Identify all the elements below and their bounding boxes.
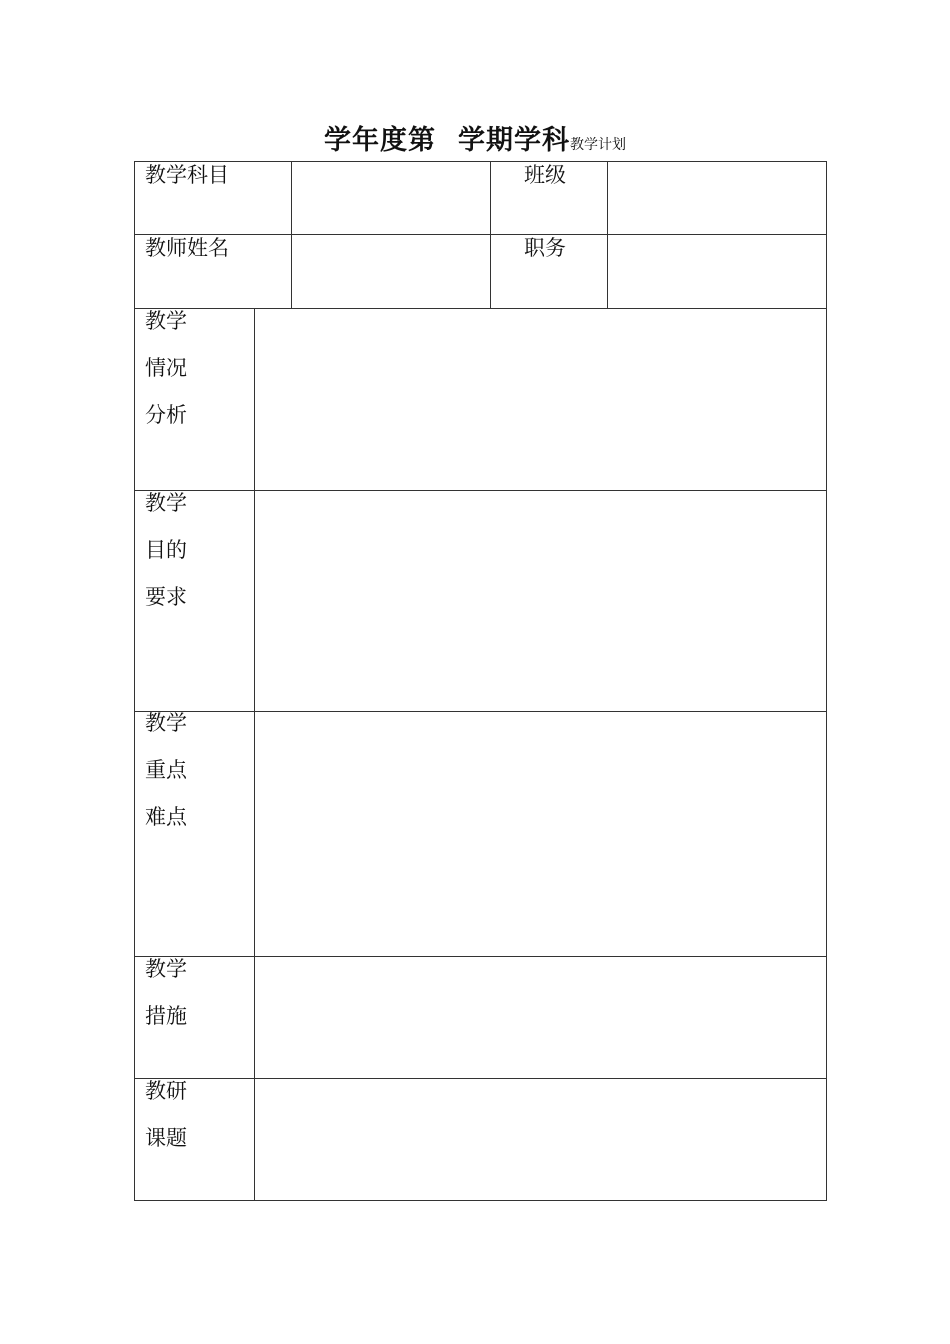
page-title	[0, 118, 950, 157]
section-label-teaching-measures	[145, 946, 187, 1040]
section-content-situation-analysis[interactable]	[256, 310, 825, 489]
section-label-line: 教学	[145, 491, 187, 515]
section-label-line: 目的	[145, 538, 187, 562]
row-divider	[134, 308, 827, 309]
section-label-line: 重点	[145, 758, 187, 782]
section-label-goals-requirements	[145, 480, 187, 621]
row-divider	[134, 711, 827, 712]
section-label-line: 情况	[145, 356, 187, 380]
subject-field[interactable]	[292, 162, 489, 234]
row-divider	[134, 956, 827, 957]
class-label: 班级	[524, 163, 566, 187]
position-label: 职务	[524, 236, 566, 260]
section-label-line: 分析	[145, 403, 187, 427]
section-label-key-difficult-points	[145, 700, 187, 841]
section-label-situation-analysis	[145, 298, 187, 439]
class-field[interactable]	[608, 162, 826, 234]
section-content-key-difficult-points[interactable]	[256, 713, 825, 955]
section-label-line: 教研	[145, 1079, 187, 1103]
position-field[interactable]	[608, 235, 826, 308]
column-divider	[490, 161, 491, 308]
section-content-research-topics[interactable]	[256, 1080, 825, 1199]
section-content-teaching-measures[interactable]	[256, 958, 825, 1077]
section-content-goals-requirements[interactable]	[256, 492, 825, 710]
row-divider	[134, 490, 827, 491]
title-teaching-plan: 教学计划	[570, 137, 626, 153]
title-academic-year: 学年度第	[324, 125, 436, 156]
section-label-line: 要求	[145, 585, 187, 609]
row-divider	[134, 1078, 827, 1079]
section-label-divider	[254, 308, 255, 1201]
section-label-line: 教学	[145, 309, 187, 333]
section-label-research-topics	[145, 1068, 187, 1162]
title-semester-subject: 学期学科	[458, 125, 570, 156]
section-label-line: 难点	[145, 805, 187, 829]
subject-label: 教学科目	[145, 163, 229, 187]
section-label-line: 措施	[145, 1004, 187, 1028]
teacher-name-field[interactable]	[292, 235, 489, 308]
section-label-line: 教学	[145, 957, 187, 981]
section-label-line: 教学	[145, 711, 187, 735]
section-label-line: 课题	[145, 1126, 187, 1150]
teacher-name-label: 教师姓名	[145, 236, 229, 260]
